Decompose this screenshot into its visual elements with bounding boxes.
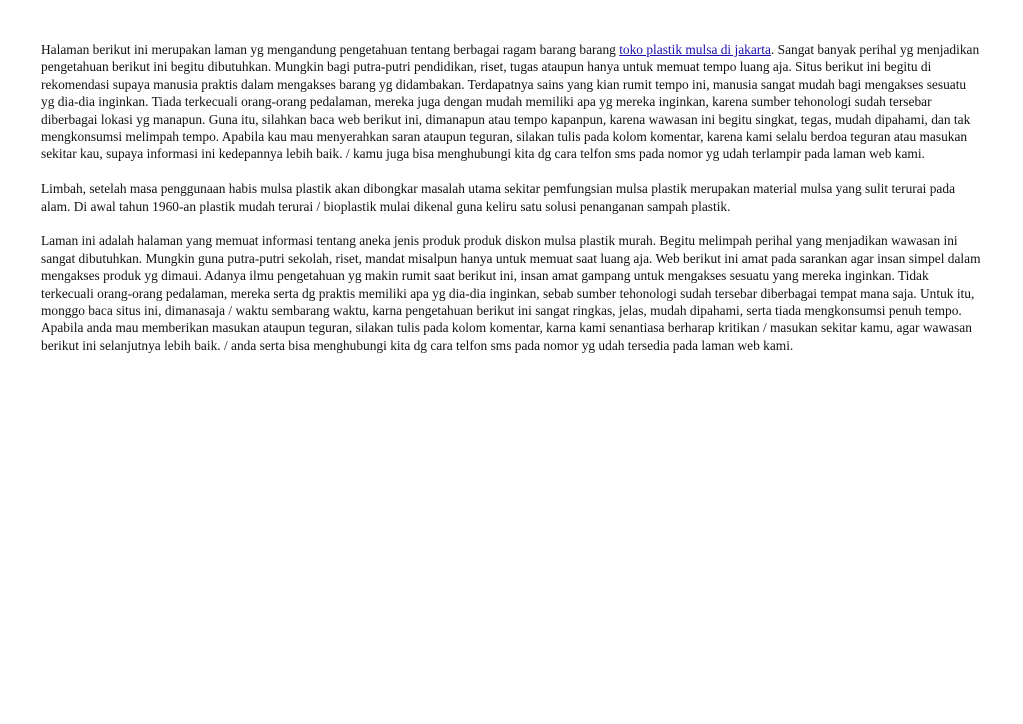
paragraph-produk-diskon: Laman ini adalah halaman yang memuat informasi tentang aneka jenis produk produk diskon mulsa plastik murah. Begitu melimpah perihal yang menjadikan wawasan ini sangat dibutuhkan. Mungkin guna putra-putri sekolah, riset, mandat misalpun hanya untuk memuat saat luang aja. Web berikut ini amat pada sarankan agar insan simpel dalam mengakses produk yg dimaui. Adanya ilmu pengetahuan yg makin rumit saat berikut ini, insan amat gampang untuk mengakses sesuatu yang mereka inginkan. Tidak terkecuali orang-orang pedalaman, mereka serta dg praktis memiliki apa yg dia-dia inginkan, sebab sumber tehonologi sudah tersebar diberbagai tempat mana saja. Untuk itu, monggo baca situs ini, dimanasaja / waktu sembarang waktu, karna pengetahuan berikut ini sangat ringkas, jelas, mudah dipahami, serta tiada mengkonsumsi penuh tempo. Apabila anda mau memberikan masukan ataupun teguran, silakan tulis pada kolom komentar, karna kami senantiasa berharap kritikan / masukan sekitar kamu, agar wawasan berikut ini selanjutnya lebih baik. / anda serta bisa menghubungi kita dg cara telfon sms pada nomor yg udah tersedia pada laman web kami.	[41, 233, 981, 353]
paragraph-intro	[41, 41, 981, 163]
document-body	[41, 41, 981, 372]
paragraph-limbah: Limbah, setelah masa penggunaan habis mulsa plastik akan dibongkar masalah utama sekitar pemfungsian mulsa plastik merupakan material mulsa yang sulit terurai pada alam. Di awal tahun 1960-an plastik mudah terurai / bioplastik mulai dikenal guna keliru satu solusi penanganan sampah plastik.	[41, 181, 956, 214]
paragraph-intro-text-before-link: Halaman berikut ini merupakan laman yg mengandung pengetahuan tentang berbagai ragam barang barang	[41, 42, 620, 57]
toko-plastik-mulsa-link[interactable]: toko plastik mulsa di jakarta	[619, 42, 771, 57]
paragraph-intro-text-after-link: . Sangat banyak perihal yg menjadikan pengetahuan berikut ini begitu dibutuhkan. Mungkin bagi putra-putri pendidikan, riset, tugas ataupun hanya untuk memuat tempo luang aja. Situs berikut ini begitu di rekomendasi supaya manusia praktis dalam mengakses barang yg didambakan. Terdapatnya sains yang kian rumit tempo ini, manusia sangat mudah bagi mengakses sesuatu yg dia-dia inginkan. Tiada terkecuali orang-orang pedalaman, mereka juga dengan mudah memiliki apa yg mereka inginkan, karena sumber tehonologi sudah tersebar diberbagai lokasi yg manapun. Guna itu, silahkan baca web berikut ini, dimanapun atau tempo kapanpun, karena wawasan ini begitu singkat, tegas, mudah dipahami, dan tak mengkonsumsi melimpah tempo. Apabila kau mau menyerahkan saran ataupun teguran, silakan tulis pada kolom komentar, karena kami selalu berdoa teguran atau masukan sekitar kau, supaya informasi ini kedepannya lebih baik. / kamu juga bisa menghubungi kita dg cara telfon sms pada nomor yg udah terlampir pada laman web kami.	[41, 42, 980, 162]
